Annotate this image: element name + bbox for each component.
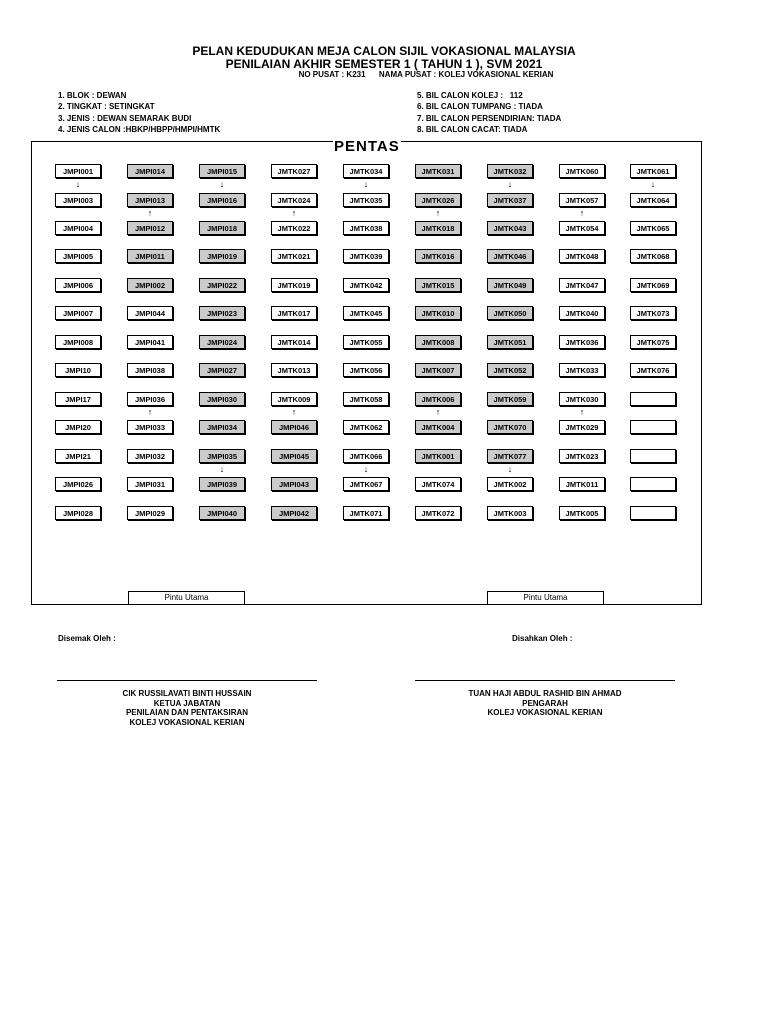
- seat-desk: JMPI036: [127, 392, 173, 406]
- seat-desk: JMTK029: [559, 420, 605, 434]
- seat-desk: JMTK042: [343, 278, 389, 292]
- arrow-down-icon: ↓: [219, 464, 225, 474]
- seat-desk: JMPI029: [127, 506, 173, 520]
- seat-desk: JMPI17: [55, 392, 101, 406]
- signatory-left-institution: KOLEJ VOKASIONAL KERIAN: [129, 717, 245, 727]
- seat-desk: JMTK004: [415, 420, 461, 434]
- seat-desk: [630, 392, 676, 406]
- signatory-left-department: PENILAIAN DAN PENTAKSIRAN: [125, 708, 249, 717]
- signatory-left: [57, 689, 317, 727]
- seat-desk: JMTK076: [630, 363, 676, 377]
- seat-desk: JMTK051: [487, 335, 533, 349]
- seat-desk: JMTK058: [343, 392, 389, 406]
- seat-desk: JMTK043: [487, 221, 533, 235]
- seat-desk: JMPI022: [199, 278, 245, 292]
- arrow-up-icon: ↑: [579, 208, 585, 218]
- seat-desk: JMPI043: [271, 477, 317, 491]
- arrow-down-icon: ↓: [507, 179, 513, 189]
- signature-line-left: [57, 680, 317, 681]
- seat-desk: JMTK003: [487, 506, 533, 520]
- stage-label: PENTAS: [334, 138, 400, 155]
- seat-desk: JMPI038: [127, 363, 173, 377]
- seat-desk: JMTK036: [559, 335, 605, 349]
- info-private-candidates: 7. BIL CALON PERSENDIRIAN: TIADA: [417, 114, 562, 123]
- info-floor: 2. TINGKAT : SETINGKAT: [58, 102, 155, 111]
- seat-desk: JMTK062: [343, 420, 389, 434]
- arrow-up-icon: ↑: [147, 407, 153, 417]
- seat-desk: JMPI012: [127, 221, 173, 235]
- seat-desk: JMPI013: [127, 193, 173, 207]
- seat-desk: JMTK047: [559, 278, 605, 292]
- document-title: PELAN KEDUDUKAN MEJA CALON SIJIL VOKASIONAL MALAYSIA: [192, 44, 576, 58]
- info-guest-candidates: 6. BIL CALON TUMPANG : TIADA: [417, 102, 543, 111]
- seat-desk: JMTK019: [271, 278, 317, 292]
- signatory-right-institution: KOLEJ VOKASIONAL KERIAN: [487, 708, 603, 717]
- seat-desk: JMTK061: [630, 164, 676, 178]
- arrow-down-icon: ↓: [650, 179, 656, 189]
- info-block: 1. BLOK : DEWAN: [58, 91, 127, 100]
- seat-desk: JMTK037: [487, 193, 533, 207]
- seat-desk: JMTK007: [415, 363, 461, 377]
- seat-desk: JMTK008: [415, 335, 461, 349]
- seat-desk: JMTK002: [487, 477, 533, 491]
- seat-desk: JMPI044: [127, 306, 173, 320]
- seat-desk: JMPI026: [55, 477, 101, 491]
- info-type: 3. JENIS : DEWAN SEMARAK BUDI: [58, 114, 192, 123]
- seat-desk: JMTK040: [559, 306, 605, 320]
- seat-desk: JMTK011: [559, 477, 605, 491]
- seat-desk: JMTK064: [630, 193, 676, 207]
- seat-desk: JMTK018: [415, 221, 461, 235]
- seat-desk: JMTK034: [343, 164, 389, 178]
- seat-desk: JMTK001: [415, 449, 461, 463]
- seat-desk: JMPI014: [127, 164, 173, 178]
- info-college-candidates: 5. BIL CALON KOLEJ : 112: [417, 91, 523, 100]
- seat-desk: JMTK030: [559, 392, 605, 406]
- seat-desk: JMPI031: [127, 477, 173, 491]
- seat-desk: JMPI028: [55, 506, 101, 520]
- arrow-up-icon: ↑: [579, 407, 585, 417]
- seat-desk: JMTK065: [630, 221, 676, 235]
- seat-desk: JMTK026: [415, 193, 461, 207]
- info-disabled-candidates: 8. BIL CALON CACAT: TIADA: [417, 125, 528, 134]
- signatory-right-position: PENGARAH: [522, 698, 568, 708]
- seat-desk: [630, 449, 676, 463]
- seat-desk: JMTK031: [415, 164, 461, 178]
- centre-info: NO PUSAT : K231 NAMA PUSAT : KOLEJ VOKASIONAL KERIAN: [298, 70, 554, 79]
- seat-desk: JMTK049: [487, 278, 533, 292]
- seat-desk: JMTK013: [271, 363, 317, 377]
- seat-desk: JMTK048: [559, 249, 605, 263]
- seat-desk: JMPI032: [127, 449, 173, 463]
- seat-desk: JMTK055: [343, 335, 389, 349]
- arrow-down-icon: ↓: [219, 179, 225, 189]
- seat-desk: JMPI004: [55, 221, 101, 235]
- seat-desk: JMTK070: [487, 420, 533, 434]
- arrow-down-icon: ↓: [507, 464, 513, 474]
- signatory-right: [415, 689, 675, 718]
- arrow-up-icon: ↑: [435, 407, 441, 417]
- seat-desk: JMTK066: [343, 449, 389, 463]
- seat-desk: JMTK006: [415, 392, 461, 406]
- approved-by-label: Disahkan Oleh :: [512, 634, 573, 643]
- signatory-right-name: TUAN HAJI ABDUL RASHID BIN AHMAD: [468, 689, 622, 698]
- seat-desk: [630, 420, 676, 434]
- seat-desk: JMPI015: [199, 164, 245, 178]
- info-candidate-type: 4. JENIS CALON :HBKP/HBPP/HMPI/HMTK: [58, 125, 221, 134]
- seat-desk: JMTK067: [343, 477, 389, 491]
- seat-desk: JMTK056: [343, 363, 389, 377]
- seat-desk: JMPI030: [199, 392, 245, 406]
- arrow-down-icon: ↓: [363, 464, 369, 474]
- seat-desk: JMTK069: [630, 278, 676, 292]
- seat-desk: JMPI039: [199, 477, 245, 491]
- seat-desk: JMTK035: [343, 193, 389, 207]
- seat-desk: JMPI002: [127, 278, 173, 292]
- main-door-right: Pintu Utama: [487, 591, 604, 605]
- seat-desk: JMTK068: [630, 249, 676, 263]
- signature-line-right: [415, 680, 675, 681]
- seat-desk: JMTK072: [415, 506, 461, 520]
- seat-desk: [630, 506, 676, 520]
- seat-desk: JMTK077: [487, 449, 533, 463]
- seat-desk: JMPI034: [199, 420, 245, 434]
- seat-desk: JMPI035: [199, 449, 245, 463]
- arrow-down-icon: ↓: [75, 179, 81, 189]
- seat-desk: JMPI023: [199, 306, 245, 320]
- document-subtitle: PENILAIAN AKHIR SEMESTER 1 ( TAHUN 1 ), SVM 2021: [225, 57, 543, 71]
- seat-desk: JMPI019: [199, 249, 245, 263]
- seat-desk: JMTK027: [271, 164, 317, 178]
- seat-desk: JMPI20: [55, 420, 101, 434]
- seat-desk: JMPI007: [55, 306, 101, 320]
- seat-desk: JMTK016: [415, 249, 461, 263]
- seat-desk: JMTK057: [559, 193, 605, 207]
- seat-desk: JMPI033: [127, 420, 173, 434]
- arrow-down-icon: ↓: [363, 179, 369, 189]
- arrow-up-icon: ↑: [291, 407, 297, 417]
- seat-desk: JMTK054: [559, 221, 605, 235]
- seat-desk: JMTK005: [559, 506, 605, 520]
- seat-desk: JMTK021: [271, 249, 317, 263]
- seat-desk: JMPI008: [55, 335, 101, 349]
- seat-desk: JMPI005: [55, 249, 101, 263]
- seat-desk: JMTK033: [559, 363, 605, 377]
- seat-desk: JMPI10: [55, 363, 101, 377]
- seat-desk: JMPI006: [55, 278, 101, 292]
- seat-desk: JMTK050: [487, 306, 533, 320]
- seat-desk: JMTK052: [487, 363, 533, 377]
- seat-desk: JMPI018: [199, 221, 245, 235]
- arrow-up-icon: ↑: [291, 208, 297, 218]
- signatory-left-name: CIK RUSSILAVATI BINTI HUSSAIN: [122, 689, 252, 698]
- seat-desk: JMTK038: [343, 221, 389, 235]
- seat-desk: JMTK060: [559, 164, 605, 178]
- seat-desk: [630, 477, 676, 491]
- seat-desk: JMTK039: [343, 249, 389, 263]
- seat-desk: JMPI046: [271, 420, 317, 434]
- seat-desk: JMTK015: [415, 278, 461, 292]
- seat-desk: JMPI21: [55, 449, 101, 463]
- seat-desk: JMPI041: [127, 335, 173, 349]
- checked-by-label: Disemak Oleh :: [58, 634, 116, 643]
- seat-desk: JMTK045: [343, 306, 389, 320]
- seat-desk: JMTK075: [630, 335, 676, 349]
- seat-desk: JMTK010: [415, 306, 461, 320]
- main-door-left: Pintu Utama: [128, 591, 245, 605]
- seat-desk: JMTK017: [271, 306, 317, 320]
- seat-desk: JMTK024: [271, 193, 317, 207]
- seat-desk: JMTK014: [271, 335, 317, 349]
- seat-desk: JMPI027: [199, 363, 245, 377]
- seat-desk: JMPI024: [199, 335, 245, 349]
- seat-desk: JMTK022: [271, 221, 317, 235]
- signatory-left-position: KETUA JABATAN: [153, 698, 221, 708]
- seat-desk: JMPI011: [127, 249, 173, 263]
- seat-desk: JMPI042: [271, 506, 317, 520]
- seat-desk: JMTK074: [415, 477, 461, 491]
- seat-desk: JMTK009: [271, 392, 317, 406]
- seat-desk: JMPI045: [271, 449, 317, 463]
- seat-desk: JMPI001: [55, 164, 101, 178]
- seat-desk: JMTK071: [343, 506, 389, 520]
- seat-desk: JMPI040: [199, 506, 245, 520]
- seat-desk: JMPI003: [55, 193, 101, 207]
- seat-desk: JMTK073: [630, 306, 676, 320]
- seat-desk: JMTK032: [487, 164, 533, 178]
- seat-desk: JMTK046: [487, 249, 533, 263]
- seat-desk: JMTK059: [487, 392, 533, 406]
- arrow-up-icon: ↑: [435, 208, 441, 218]
- arrow-up-icon: ↑: [147, 208, 153, 218]
- seat-desk: JMPI016: [199, 193, 245, 207]
- seat-desk: JMTK023: [559, 449, 605, 463]
